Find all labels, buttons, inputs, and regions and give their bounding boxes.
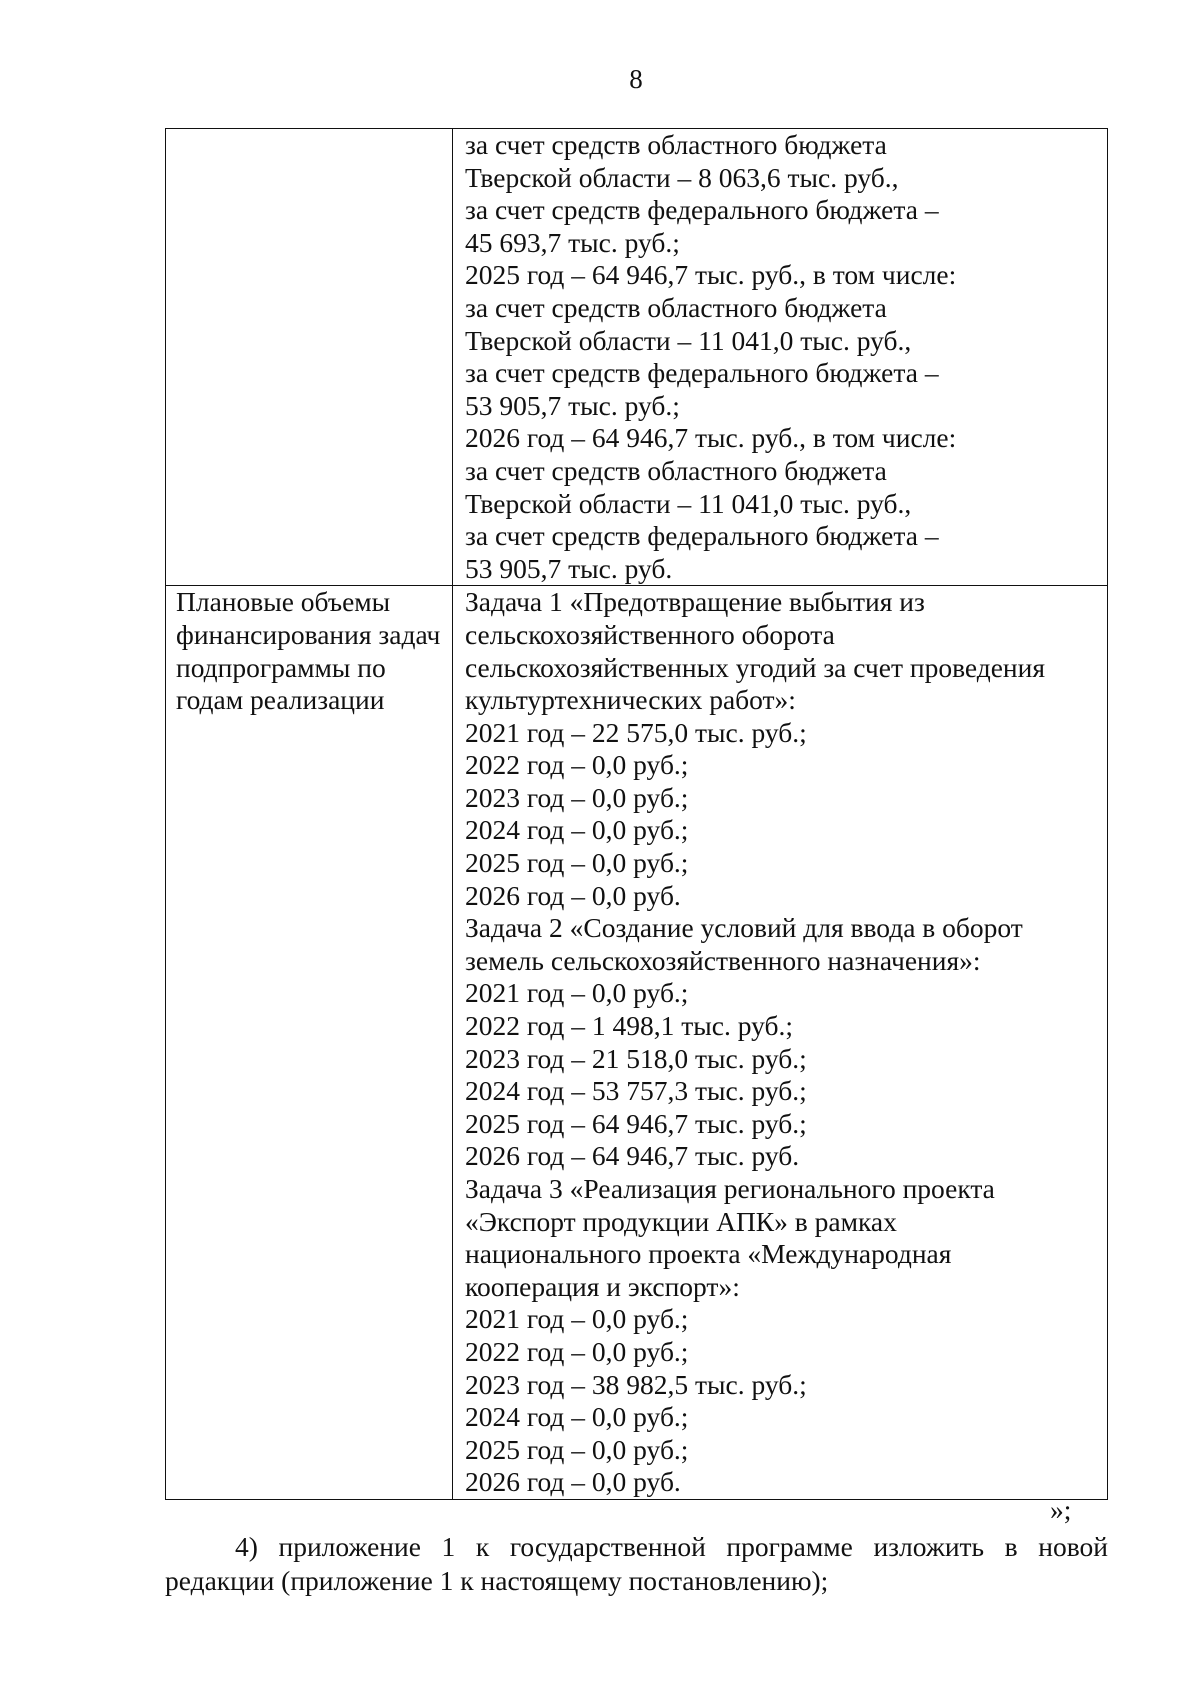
table-row: [166, 586, 1108, 1500]
cell-line: 2025 год – 0,0 руб.;: [465, 1433, 689, 1465]
paragraph-line: 4) приложение 1 к государственной программе изложить в новой: [235, 1531, 1108, 1562]
cell-line: 2025 год – 64 946,7 тыс. руб., в том числе:: [465, 259, 957, 291]
cell-line: за счет средств федерального бюджета –: [465, 194, 939, 226]
cell-line: 2021 год – 0,0 руб.;: [465, 1303, 689, 1335]
cell-line: 2026 год – 0,0 руб.: [465, 1466, 681, 1498]
cell-line: национального проекта «Международная: [465, 1238, 952, 1270]
cell-line: земель сельскохозяйственного назначения»:: [465, 944, 981, 976]
financing-table: [165, 128, 1108, 1500]
cell-line: Тверской области – 8 063,6 тыс. руб.,: [465, 161, 899, 193]
cell-line: 45 693,7 тыс. руб.;: [465, 226, 680, 258]
cell-line: 2026 год – 64 946,7 тыс. руб.: [465, 1140, 800, 1172]
cell-line: за счет средств областного бюджета: [465, 291, 887, 323]
table-cell-label: [166, 586, 453, 1500]
table-cell-content: [453, 129, 1108, 586]
closing-quote: »;: [1050, 1494, 1072, 1525]
cell-line: 2026 год – 0,0 руб.: [465, 879, 681, 911]
cell-line: 2022 год – 0,0 руб.;: [465, 749, 689, 781]
label-line: годам реализации: [176, 684, 385, 716]
cell-line: за счет средств федерального бюджета –: [465, 520, 939, 552]
table-cell-content: [453, 586, 1108, 1500]
paragraph-line: редакции (приложение 1 к настоящему постановлению);: [165, 1565, 829, 1596]
cell-line: Тверской области – 11 041,0 тыс. руб.,: [465, 324, 912, 356]
cell-line: 2023 год – 21 518,0 тыс. руб.;: [465, 1042, 807, 1074]
amendment-paragraph: [165, 1530, 1108, 1598]
cell-line: 2024 год – 53 757,3 тыс. руб.;: [465, 1075, 807, 1107]
cell-line: 2022 год – 1 498,1 тыс. руб.;: [465, 1010, 794, 1042]
cell-line: Задача 3 «Реализация регионального проекта: [465, 1173, 995, 1204]
cell-line: 2025 год – 0,0 руб.;: [465, 847, 689, 879]
label-line: финансирования задач: [176, 618, 441, 650]
cell-line: Задача 2 «Создание условий для ввода в оборот: [465, 912, 1023, 944]
cell-line: 2021 год – 22 575,0 тыс. руб.;: [465, 716, 807, 748]
cell-line: 53 905,7 тыс. руб.;: [465, 389, 680, 421]
label-line: подпрограммы по: [176, 651, 386, 683]
cell-line: 2022 год – 0,0 руб.;: [465, 1335, 689, 1367]
cell-line: культуртехнических работ»:: [465, 684, 796, 716]
cell-line: 53 905,7 тыс. руб.: [465, 552, 673, 584]
cell-line: 2021 год – 0,0 руб.;: [465, 977, 689, 1009]
cell-line: Задача 1 «Предотвращение выбытия из: [465, 586, 925, 618]
cell-line: 2024 год – 0,0 руб.;: [465, 1401, 689, 1433]
table-row: [166, 129, 1108, 586]
cell-line: сельскохозяйственного оборота: [465, 618, 835, 650]
cell-line: 2025 год – 64 946,7 тыс. руб.;: [465, 1107, 807, 1139]
cell-line: 2024 год – 0,0 руб.;: [465, 814, 689, 846]
label-line: Плановые объемы: [176, 586, 391, 618]
cell-line: за счет средств областного бюджета: [465, 129, 887, 160]
cell-line: сельскохозяйственных угодий за счет проведения: [465, 651, 1046, 683]
cell-line: Тверской области – 11 041,0 тыс. руб.,: [465, 487, 912, 519]
cell-line: за счет средств федерального бюджета –: [465, 357, 939, 389]
cell-line: 2023 год – 38 982,5 тыс. руб.;: [465, 1368, 807, 1400]
table-cell-label-empty: [166, 129, 453, 586]
cell-line: 2026 год – 64 946,7 тыс. руб., в том числе:: [465, 422, 957, 454]
cell-line: «Экспорт продукции АПК» в рамках: [465, 1205, 897, 1237]
cell-line: за счет средств областного бюджета: [465, 454, 887, 486]
cell-line: кооперация и экспорт»:: [465, 1270, 740, 1302]
page-number: 8: [629, 64, 643, 94]
cell-line: 2023 год – 0,0 руб.;: [465, 781, 689, 813]
